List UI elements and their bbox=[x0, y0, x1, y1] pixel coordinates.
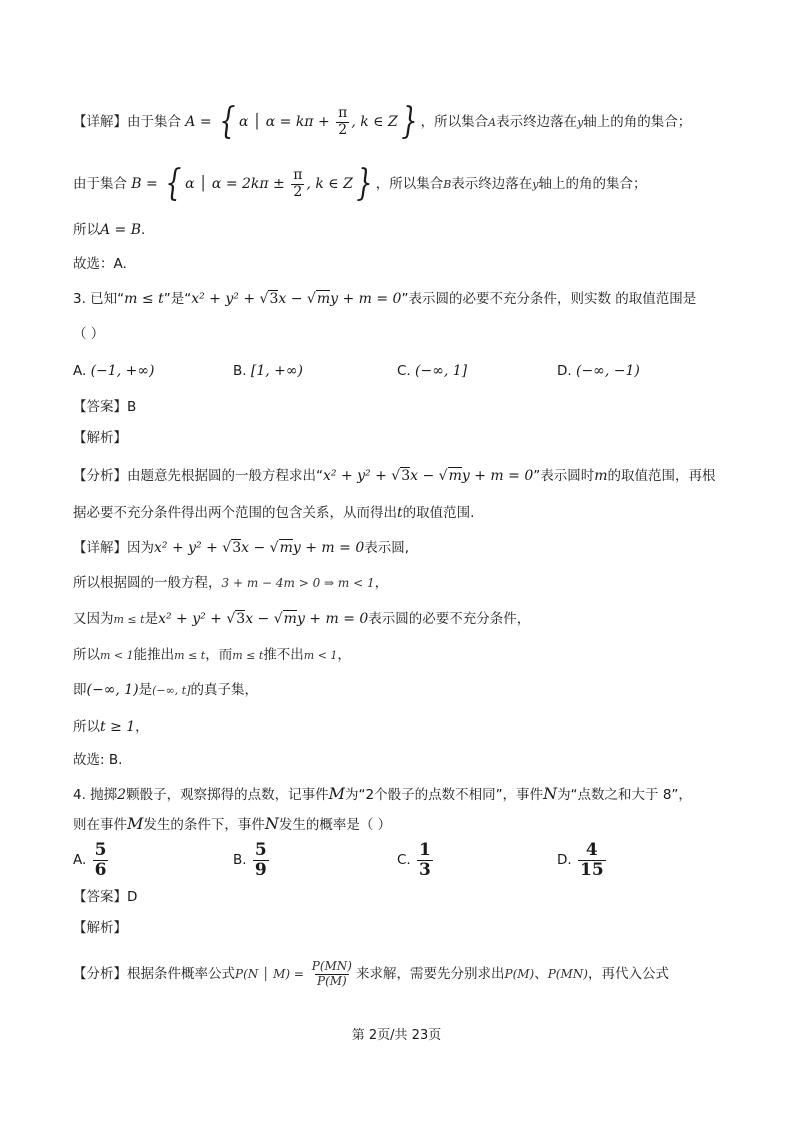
q3-analysis-line-1: 【分析】由题意先根据圆的一般方程求出“x² + y² + √3x − √my + m = 0”表示圆时m的取值范围，再根 bbox=[73, 468, 716, 484]
q4-analysis-label: 【解析】 bbox=[73, 920, 127, 936]
question-3-paren: （ ） bbox=[73, 326, 105, 342]
detail-set-b-line: 由于集合 B = { α │ α = 2kπ ± $\frac{\pi}{2}$ , k ∈ Z} ，所以集合B表示终边落在y轴上的角的集合； bbox=[73, 163, 647, 204]
q3-answer-selection: 故选: B. bbox=[73, 752, 123, 768]
q3-option-a: A. (−1, +∞) bbox=[73, 363, 155, 379]
question-3-stem: 3. 已知“m ≤ t”是“x² + y² + √3x − √my + m = 0”表示圆的必要不充分条件，则实数 的取值范围是 bbox=[73, 291, 697, 307]
q3-detail-line-5: 即(−∞, 1)是(−∞, t]的真子集， bbox=[73, 682, 259, 698]
q4-option-c: C. $\frac{1}{3}$ bbox=[397, 839, 431, 880]
q4-option-b: B. $\frac{5}{9}$ bbox=[233, 839, 267, 880]
q3-detail-line-6: 所以t ≥ 1， bbox=[73, 719, 149, 735]
q3-analysis-label: 【解析】 bbox=[73, 430, 127, 446]
answer-selection-2: 故选：A. bbox=[73, 256, 127, 272]
detail-tag: 【详解】 bbox=[73, 114, 127, 130]
q4-option-a: A. $\frac{5}{6}$ bbox=[73, 839, 107, 880]
q3-answer: 【答案】B bbox=[73, 399, 137, 415]
detail-set-a-line: 【详解】由于集合 A = { α │ α = kπ + $\frac{\pi}{2}$ , k ∈ Z} ，所以集合A表示终边落在y轴上的角的集合； bbox=[73, 101, 692, 142]
q3-detail-line-4: 所以m < 1能推出m ≤ t，而m ≤ t推不出m < 1， bbox=[73, 647, 351, 663]
q4-option-d: D. $\frac{4}{15}$ bbox=[557, 839, 604, 880]
q3-detail-line-1: 【详解】因为x² + y² + √3x − √my + m = 0表示圆, bbox=[73, 540, 410, 556]
conclusion-line: 所以A = B. bbox=[73, 222, 146, 238]
q3-option-b: B. [1, +∞) bbox=[233, 363, 303, 379]
page-footer: 第 2页/共 23页 bbox=[351, 1028, 442, 1043]
q3-detail-line-3: 又因为m ≤ t是x² + y² + √3x − √my + m = 0表示圆的必要不充分条件， bbox=[73, 611, 531, 627]
q3-option-d: D. (−∞, −1) bbox=[557, 363, 640, 379]
q3-analysis-line-2: 据必要不充分条件得出两个范围的包含关系，从而得出t的取值范围. bbox=[73, 505, 475, 521]
set-a-definition: A = { α │ α = kπ + $\frac{\pi}{2}$ , k ∈ Z} bbox=[185, 101, 418, 142]
question-4-stem: 4. 抛掷2颗骰子，观察掷得的点数，记事件M为“2个骰子的点数不相同”，事件N为“点数之和大于 8”， bbox=[73, 784, 692, 803]
question-4-stem-2: 则在事件M发生的条件下，事件N发生的概率是（ ） bbox=[73, 814, 392, 833]
set-b-definition: B = { α │ α = 2kπ ± $\frac{\pi}{2}$ , k ∈ Z} bbox=[131, 163, 373, 204]
q4-answer: 【答案】D bbox=[73, 889, 138, 905]
q4-analysis-line-1: 【分析】根据条件概率公式P(N │ M) = $\frac{P(MN)}{P(M)}$ 来求解，需要先分别求出P(M)、P(MN)，再代入公式 bbox=[73, 959, 669, 988]
q3-option-c: C. (−∞, 1] bbox=[397, 363, 468, 379]
q3-detail-line-2: 所以根据圆的一般方程，3 + m − 4m > 0 ⇒ m < 1， bbox=[73, 575, 389, 591]
